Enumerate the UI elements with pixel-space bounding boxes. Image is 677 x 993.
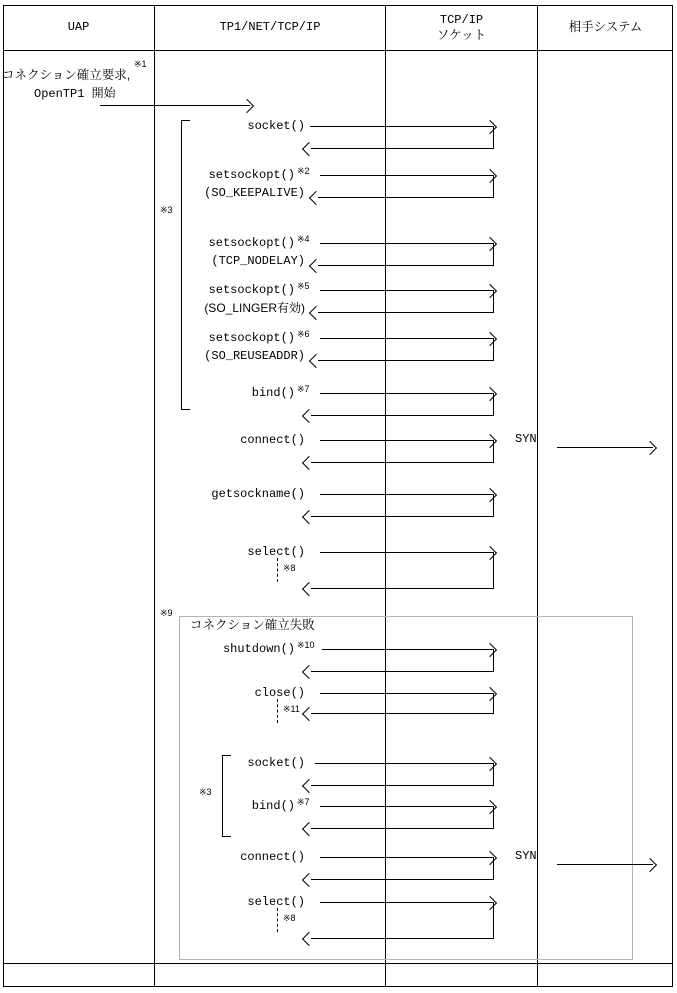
note-marker-10: ※10 (297, 640, 315, 650)
uap-request-line2: OpenTP1 開始 (34, 87, 116, 101)
bind-2-response-line (311, 828, 493, 829)
call-label-getsockname: getsockname() (211, 487, 305, 501)
call-arg-so-reuseaddr: (SO_REUSEADDR) (204, 349, 305, 363)
getsockname-request-line (320, 494, 493, 495)
call-label-connect-1: connect() (240, 433, 305, 447)
call-arg-so-keepalive: (SO_KEEPALIVE) (204, 186, 305, 200)
signal-label-syn-2: SYN (515, 849, 537, 863)
note-marker-4: ※4 (297, 234, 310, 244)
select-1-wait-dash (277, 558, 278, 582)
note-marker-3-lower: ※3 (199, 787, 212, 797)
keepalive-response-line (318, 197, 493, 198)
close-response-line (311, 713, 493, 714)
select-2-wait-dash (277, 908, 278, 932)
socket-1-response-line (311, 148, 493, 149)
call-label-setsockopt-nodelay: setsockopt() (208, 236, 295, 250)
close-wait-dash (277, 699, 278, 723)
bind-1-request-line (320, 393, 493, 394)
connect-1-request-line (320, 440, 493, 441)
call-label-setsockopt-reuseaddr: setsockopt() (208, 331, 295, 345)
close-request-line (320, 693, 493, 694)
select-2-socket-bar (493, 902, 494, 939)
call-label-shutdown: shutdown() (222, 642, 295, 656)
getsockname-socket-bar (493, 494, 494, 517)
linger-response-line (318, 312, 493, 313)
getsockname-response-line (311, 516, 493, 517)
select-1-request-line (320, 552, 493, 553)
call-arg-tcp-nodelay: (TCP_NODELAY) (211, 254, 305, 268)
note-marker-1: ※1 (134, 59, 147, 69)
note-marker-8-upper: ※8 (283, 563, 296, 573)
column-header-peer: 相手システム (568, 20, 643, 34)
select-1-socket-bar (493, 552, 494, 589)
note-marker-7-lower: ※7 (297, 797, 310, 807)
select-1-response-line (311, 588, 493, 589)
socket-2-socket-bar (493, 763, 494, 786)
nodelay-socket-bar (493, 243, 494, 266)
socket-2-request-line (315, 763, 493, 764)
column-header-uap: UAP (67, 20, 90, 34)
socket-1-socket-bar (493, 126, 494, 149)
call-label-close: close() (254, 686, 305, 700)
uap-to-tp1-line (100, 105, 250, 106)
shutdown-socket-bar (493, 649, 494, 672)
syn-1-line (557, 447, 653, 448)
connect-2-response-line (311, 879, 493, 880)
footer-rule (3, 963, 673, 964)
note-marker-5: ※5 (297, 281, 310, 291)
bind-1-response-line (311, 415, 493, 416)
reuseaddr-response-line (318, 360, 493, 361)
call-label-socket-2: socket() (247, 756, 305, 770)
note-marker-8-lower: ※8 (283, 913, 296, 923)
note-marker-9: ※9 (160, 608, 173, 618)
connect-2-request-line (320, 857, 493, 858)
select-2-request-line (320, 902, 493, 903)
call-label-setsockopt-keepalive: setsockopt() (208, 168, 295, 182)
select-2-response-line (311, 938, 493, 939)
bind-1-socket-bar (493, 393, 494, 416)
group-title-connection-failure: コネクション確立失敗 (190, 618, 315, 632)
bind-2-request-line (320, 806, 493, 807)
call-label-bind-1: bind() (251, 386, 295, 400)
call-label-setsockopt-linger: setsockopt() (208, 283, 295, 297)
keepalive-socket-bar (493, 175, 494, 198)
column-header-socket-line2: ソケット (436, 28, 487, 42)
note-marker-11: ※11 (283, 704, 300, 714)
call-label-connect-2: connect() (240, 850, 305, 864)
call-label-select-1: select() (247, 545, 305, 559)
call-arg-so-linger: (SO_LINGER有効) (204, 301, 305, 315)
uap-request-line1: コネクション確立要求, (2, 68, 131, 82)
note-marker-3-upper: ※3 (160, 205, 173, 215)
connect-1-response-line (311, 462, 493, 463)
nodelay-request-line (320, 243, 493, 244)
header-rule (3, 50, 673, 51)
nodelay-response-line (318, 265, 493, 266)
column-header-tp1: TP1/NET/TCP/IP (219, 20, 321, 34)
linger-socket-bar (493, 290, 494, 313)
linger-request-line (320, 290, 493, 291)
note-marker-7-upper: ※7 (297, 384, 310, 394)
note-marker-6: ※6 (297, 329, 310, 339)
note-marker-2: ※2 (297, 166, 310, 176)
signal-label-syn-1: SYN (515, 432, 537, 446)
shutdown-response-line (311, 671, 493, 672)
socket-1-request-line (310, 126, 493, 127)
syn-2-line (557, 864, 653, 865)
reuseaddr-socket-bar (493, 338, 494, 361)
bind-2-socket-bar (493, 806, 494, 829)
connect-1-socket-bar (493, 440, 494, 463)
call-label-socket-1: socket() (247, 119, 305, 133)
column-header-socket-line1: TCP/IP (439, 13, 484, 27)
socket-2-response-line (311, 785, 493, 786)
reuseaddr-request-line (320, 338, 493, 339)
call-label-select-2: select() (247, 895, 305, 909)
connect-2-socket-bar (493, 857, 494, 880)
close-socket-bar (493, 693, 494, 714)
keepalive-request-line (320, 175, 493, 176)
call-label-bind-2: bind() (251, 799, 295, 813)
shutdown-request-line (322, 649, 493, 650)
